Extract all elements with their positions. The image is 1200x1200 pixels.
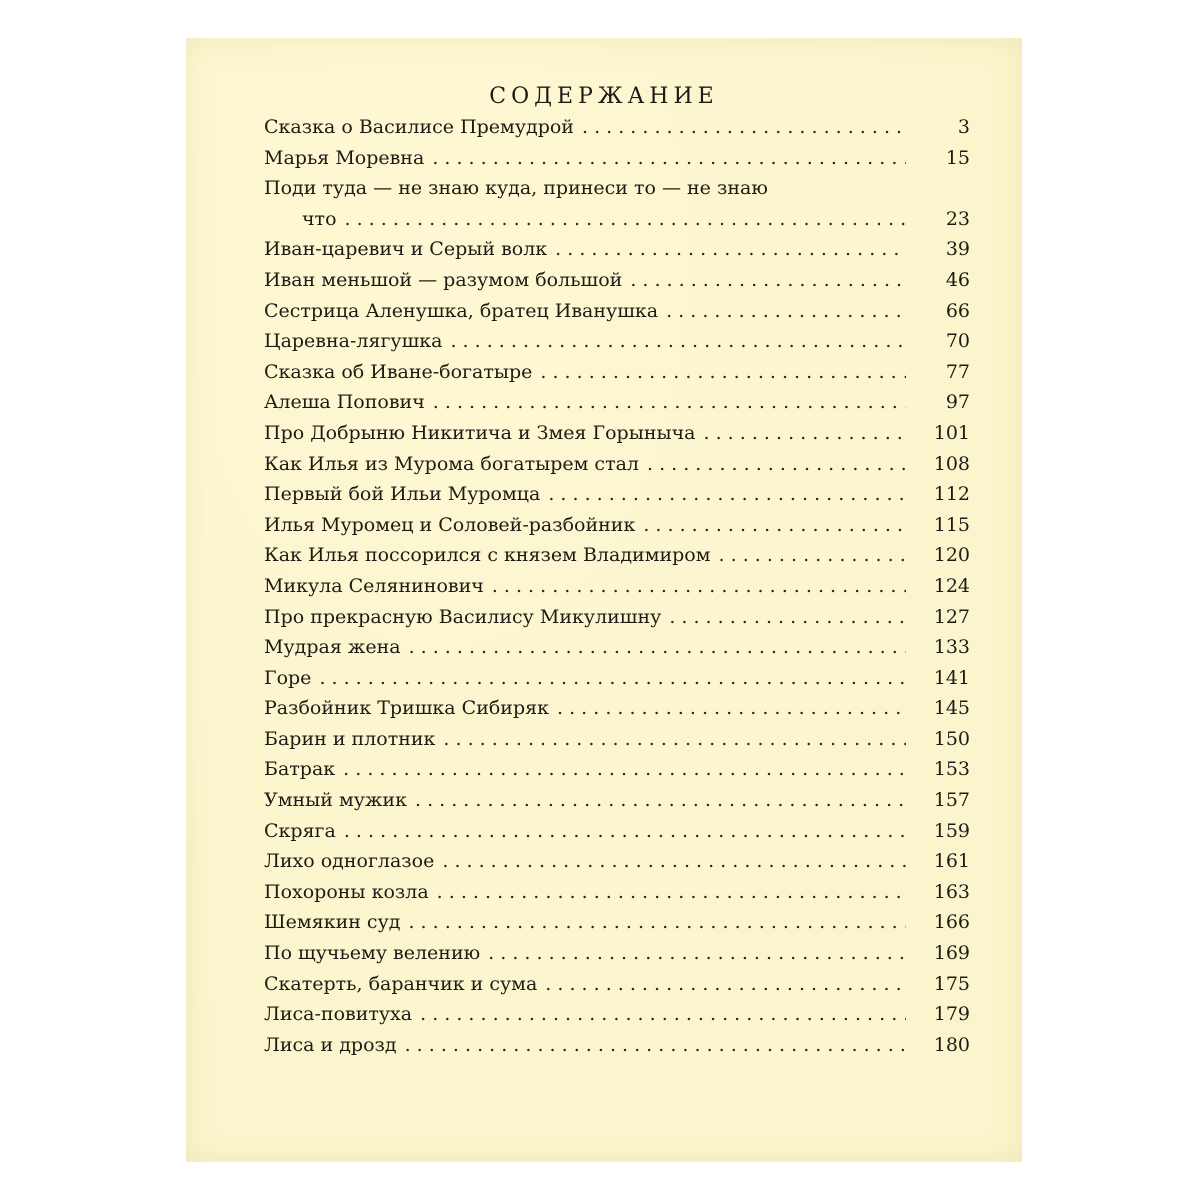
toc-entry-title: Сестрица Аленушка, братец Иванушка [264, 299, 659, 322]
dot-leader [343, 754, 906, 785]
toc-entry [264, 204, 970, 235]
toc-entry-page: 70 [945, 330, 970, 353]
dot-leader [450, 326, 906, 357]
toc-entry-page: 179 [933, 1003, 970, 1026]
dot-leader [432, 143, 906, 174]
toc-entry-page: 166 [933, 911, 970, 934]
toc-entry [264, 265, 970, 296]
toc-entry-page: 115 [933, 513, 970, 536]
toc-entry-page: 159 [933, 819, 970, 842]
toc-entry-title: Марья Моревна [264, 146, 425, 169]
toc-entry-title: Первый бой Ильи Муромца [264, 483, 541, 506]
toc-entry [264, 326, 970, 357]
toc-entry-page: 145 [933, 697, 970, 720]
toc-entry-title: Лиса-повитуха [264, 1003, 413, 1026]
toc-entry-page: 23 [945, 207, 970, 230]
toc-entry-page: 180 [933, 1033, 970, 1056]
toc-entry-title: Как Илья поссорился с князем Владимиром [264, 544, 711, 567]
toc-entry [264, 816, 970, 847]
toc-entry-title: Сказка о Василисе Премудрой [264, 116, 574, 138]
toc-entry-title: Скатерть, баранчик и сума [264, 972, 538, 995]
toc-entry-page: 157 [933, 789, 970, 812]
toc-entry [264, 969, 970, 1000]
toc-entry-title: Алеша Попович [264, 391, 425, 414]
dot-leader [669, 602, 906, 633]
toc-entry [264, 724, 970, 755]
dot-leader [719, 540, 906, 571]
dot-leader [492, 571, 906, 602]
toc-entry [264, 938, 970, 969]
toc-entry-title: Горе [264, 666, 312, 689]
dot-leader [488, 938, 906, 969]
toc-entry [264, 846, 970, 877]
toc-entry [264, 1030, 970, 1061]
dot-leader [647, 449, 906, 480]
toc-entry-page: 39 [945, 238, 970, 261]
toc-entry-page: 124 [933, 574, 970, 597]
toc-entry-title: Мудрая жена [264, 636, 401, 659]
toc-entry [264, 540, 970, 571]
toc-entry [264, 234, 970, 265]
dot-leader [630, 265, 906, 296]
toc-entry-page: 97 [945, 391, 970, 414]
dot-leader [557, 693, 906, 724]
toc-entry [264, 296, 970, 327]
toc-entry-title: Скряга [264, 819, 336, 842]
toc-entry-page: 127 [933, 605, 970, 628]
dot-leader [442, 846, 906, 877]
dot-leader [415, 785, 906, 816]
dot-leader [443, 724, 906, 755]
toc-entry-page: 66 [945, 299, 970, 322]
toc-entry-title: Сказка об Иване-богатыре [264, 360, 533, 383]
toc-entry-title: Батрак [264, 758, 336, 781]
toc-entry [264, 143, 970, 174]
toc-entry [264, 754, 970, 785]
dot-leader [420, 999, 906, 1030]
toc-entry-page: 77 [945, 360, 970, 383]
toc-entry-page: 46 [945, 268, 970, 291]
toc-entry-title: Барин и плотник [264, 727, 436, 750]
toc-entry [264, 663, 970, 694]
dot-leader [548, 479, 906, 510]
toc-entry-page: 101 [933, 421, 970, 444]
toc-entry-title: Микула Селянинович [264, 574, 484, 597]
toc-entry [264, 602, 970, 633]
toc-entry-page: 163 [933, 880, 970, 903]
dot-leader [545, 969, 906, 1000]
toc-entry-page: 3 [957, 116, 970, 138]
toc-entry-page: 112 [933, 483, 970, 506]
toc-entry [264, 632, 970, 663]
toc-entry [264, 877, 970, 908]
toc-entry-page: 169 [933, 942, 970, 965]
toc-entry [264, 173, 970, 204]
toc-entry-page: 141 [933, 666, 970, 689]
toc-entry-title: Поди туда — не знаю куда, принеси то — не знаю [264, 177, 768, 200]
dot-leader [409, 632, 906, 663]
dot-leader [582, 112, 906, 143]
page-title: СОДЕРЖАНИЕ [489, 84, 719, 109]
dot-leader [704, 418, 906, 449]
toc-entry-title: Царевна-лягушка [264, 330, 443, 353]
dot-leader [345, 204, 906, 235]
toc-entry [264, 785, 970, 816]
toc-entry-title: Про Добрыню Никитича и Змея Горыныча [264, 421, 696, 444]
dot-leader [408, 907, 906, 938]
toc-entry [264, 418, 970, 449]
toc-entry [264, 357, 970, 388]
toc-entry [264, 387, 970, 418]
table-of-contents [264, 112, 970, 1060]
toc-entry [264, 479, 970, 510]
book-page [186, 38, 1022, 1162]
toc-entry-title: По щучьему велению [264, 942, 481, 965]
toc-entry [264, 449, 970, 480]
toc-entry-title: Иван-царевич и Серый волк [264, 238, 548, 261]
dot-leader [344, 816, 906, 847]
toc-entry-title: Про прекрасную Василису Микулишну [264, 605, 662, 628]
toc-entry-title: Похороны козла [264, 880, 429, 903]
dot-leader [540, 357, 906, 388]
toc-entry-title: Иван меньшой — разумом большой [264, 268, 623, 291]
toc-entry-title: Как Илья из Мурома богатырем стал [264, 452, 639, 475]
toc-entry [264, 510, 970, 541]
toc-entry-title: Илья Муромец и Соловей-разбойник [264, 513, 636, 536]
toc-entry-page: 153 [933, 758, 970, 781]
toc-entry [264, 907, 970, 938]
toc-entry-page: 133 [933, 636, 970, 659]
toc-entry-title: что [302, 207, 337, 230]
dot-leader [643, 510, 906, 541]
dot-leader [666, 296, 906, 327]
toc-entry [264, 571, 970, 602]
toc-entry-page: 120 [933, 544, 970, 567]
toc-entry [264, 999, 970, 1030]
toc-entry-page: 150 [933, 727, 970, 750]
toc-entry [264, 693, 970, 724]
toc-entry-page: 175 [933, 972, 970, 995]
dot-leader [555, 234, 906, 265]
dot-leader [437, 877, 906, 908]
dot-leader [319, 663, 906, 694]
toc-entry-page: 108 [933, 452, 970, 475]
toc-entry-title: Шемякин суд [264, 911, 401, 934]
toc-entry-page: 15 [945, 146, 970, 169]
toc-entry-title: Лиса и дрозд [264, 1033, 397, 1056]
dot-leader [433, 387, 906, 418]
dot-leader [405, 1030, 906, 1061]
toc-entry [264, 112, 970, 143]
toc-entry-title: Умный мужик [264, 789, 407, 812]
toc-entry-title: Разбойник Тришка Сибиряк [264, 697, 549, 720]
toc-entry-page: 161 [933, 850, 970, 873]
toc-entry-title: Лихо одноглазое [264, 850, 435, 873]
